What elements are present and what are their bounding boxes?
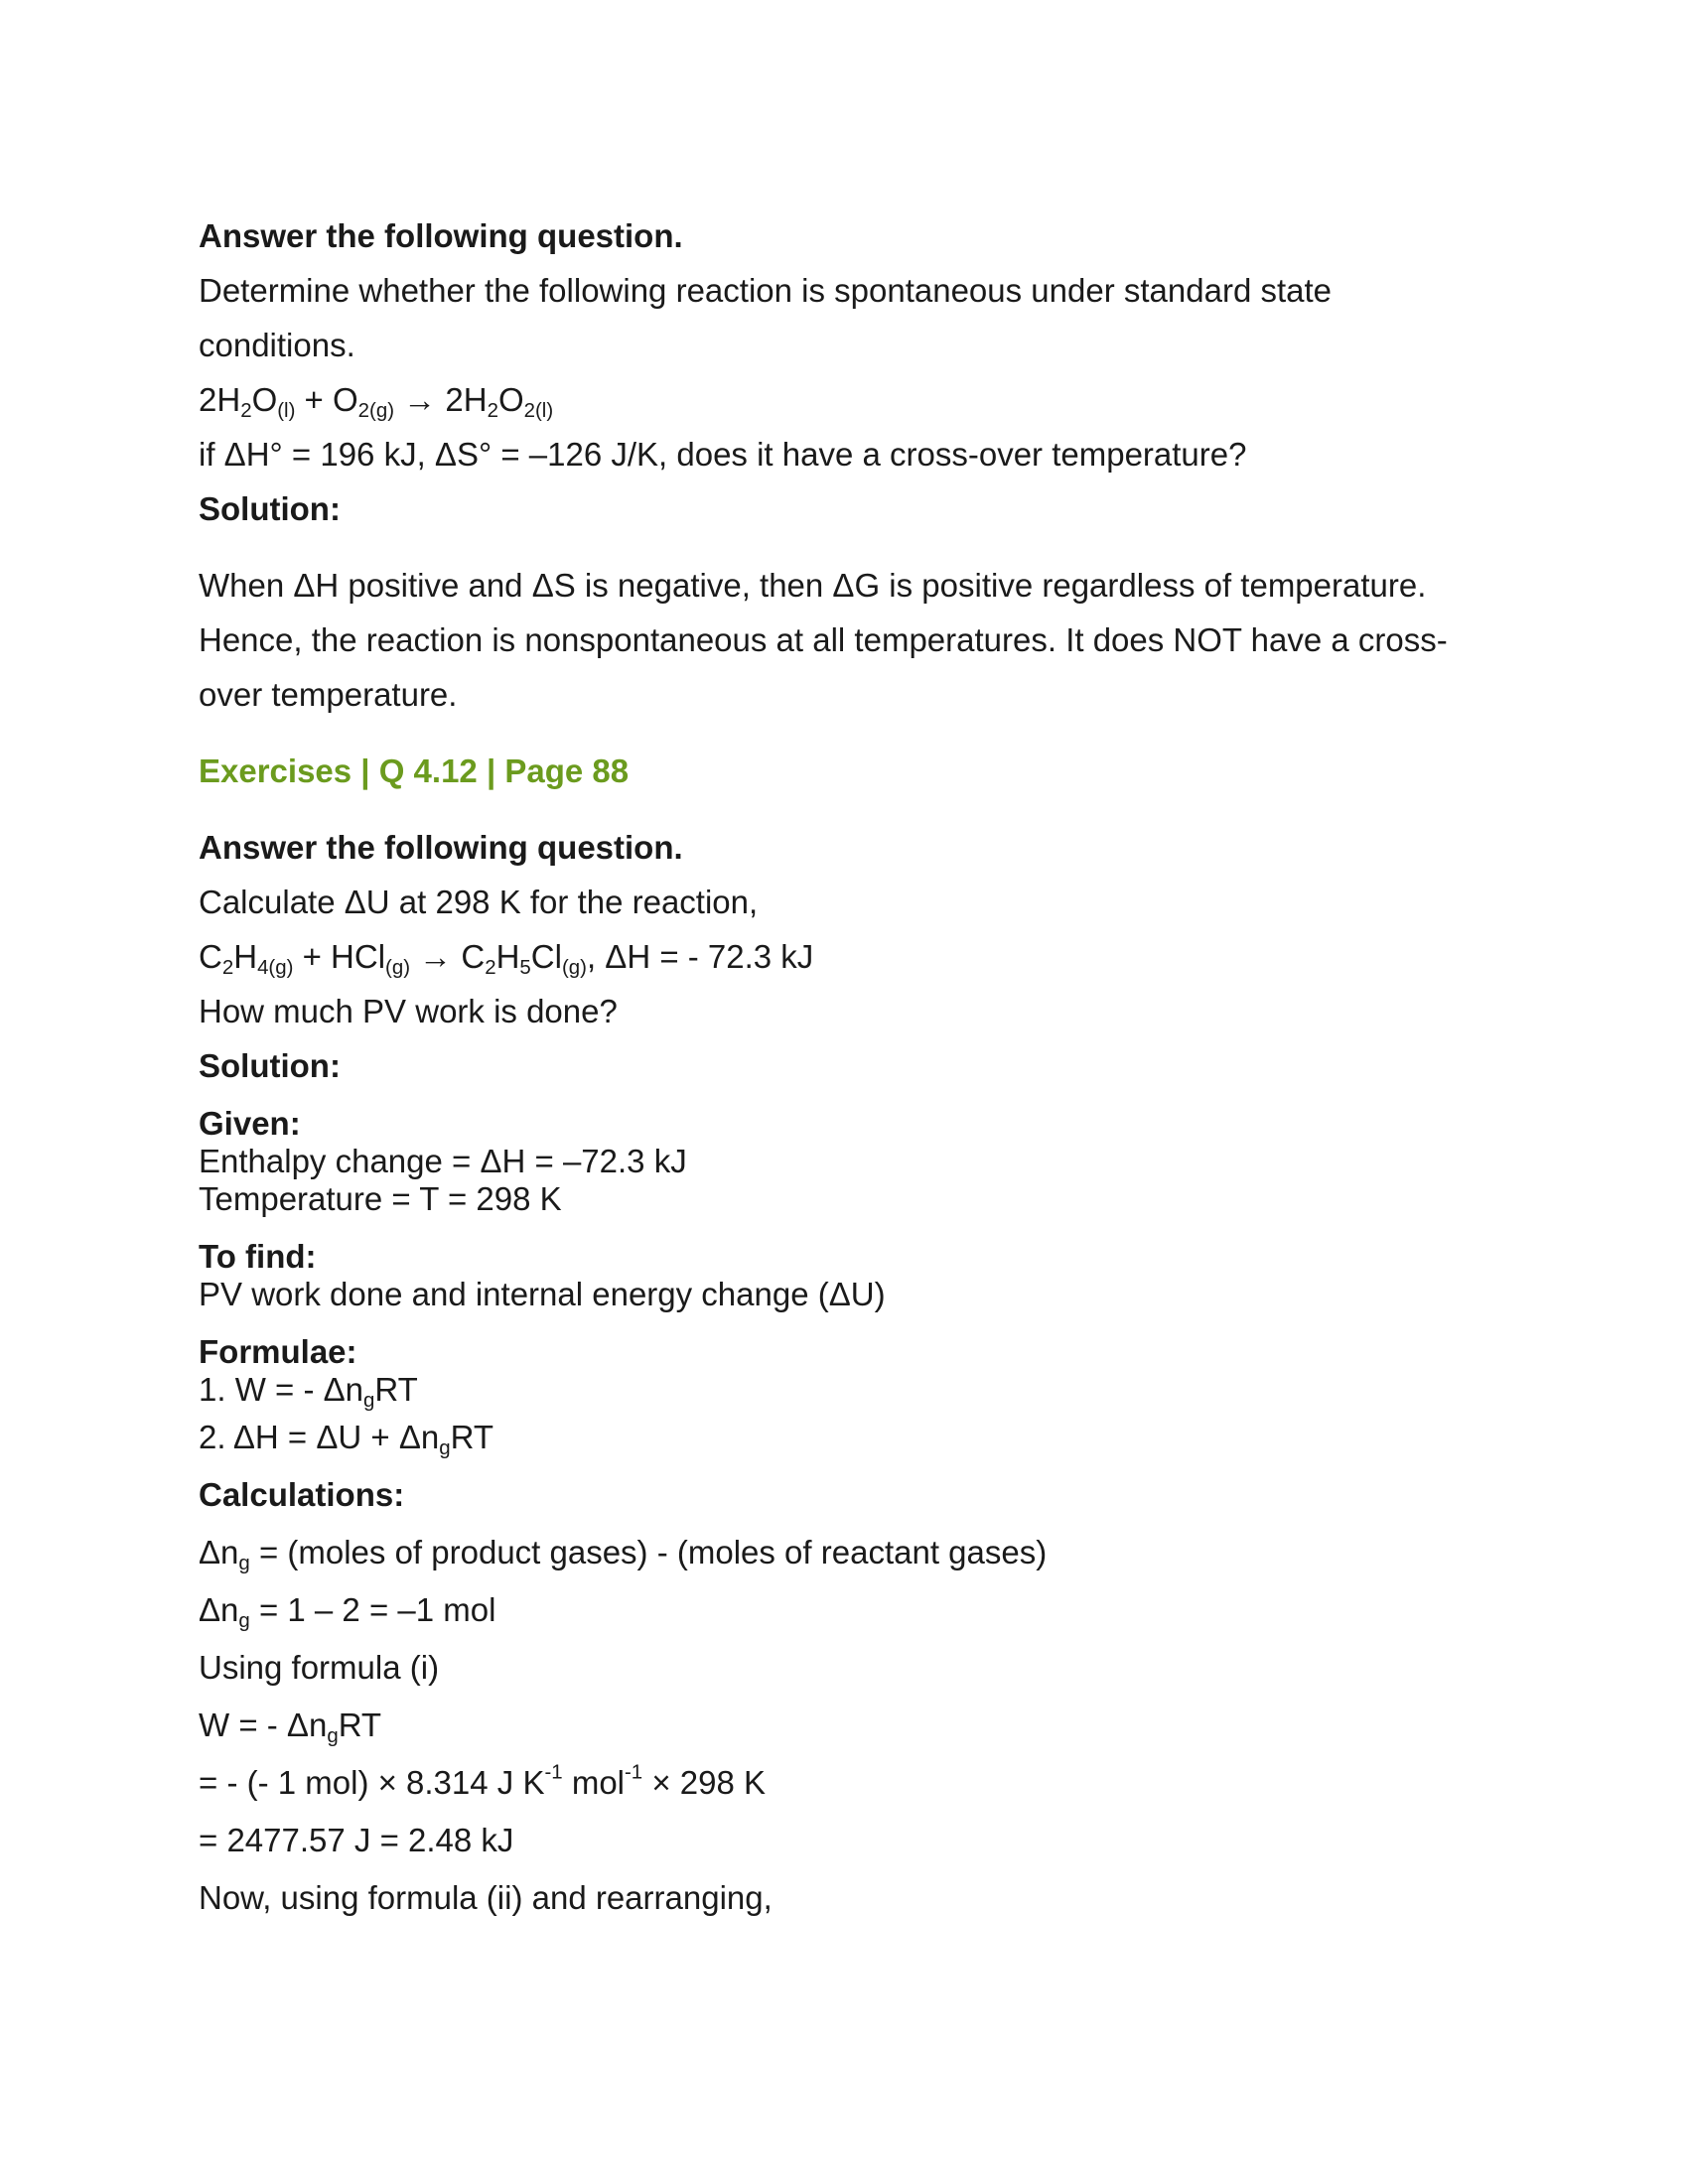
eq-part: → 2H: [394, 381, 488, 418]
eq-sub: 4(g): [257, 956, 294, 980]
eq-part: + O: [295, 381, 358, 418]
eq-sub: (g): [561, 956, 587, 980]
formula-1: [199, 1371, 1489, 1413]
calc-part: W = - Δn: [199, 1706, 328, 1743]
calc-step-5: [199, 1754, 1489, 1812]
eq-sub: (l): [277, 399, 296, 423]
eq-sub: 2: [221, 956, 234, 980]
q1-heading: Answer the following question.: [199, 217, 683, 254]
calc-sub: g: [238, 1609, 250, 1633]
eq-sub: 2: [485, 956, 496, 980]
to-find-label: To find:: [199, 1238, 317, 1275]
eq-sub: 2: [240, 399, 252, 423]
q1-answer-line-2: Hence, the reaction is nonspontaneous at all temperatures. It does NOT have a cross-: [199, 621, 1448, 658]
formulae-label: Formulae:: [199, 1333, 357, 1370]
eq-part: , ΔH = - 72.3 kJ: [586, 938, 814, 975]
document-page: [199, 208, 1489, 1927]
q1-answer-line-1: When ΔH positive and ΔS is negative, then ΔG is positive regardless of temperature.: [199, 567, 1427, 604]
q2-equation: [199, 929, 1489, 984]
eq-sub: 5: [519, 956, 531, 980]
q1-question: if ΔH° = 196 kJ, ΔS° = –126 J/K, does it have a cross-over temperature?: [199, 436, 1247, 473]
eq-sub: 2(g): [357, 399, 395, 423]
eq-part: → C: [410, 938, 486, 975]
formula-2: [199, 1409, 1489, 1466]
formula-sub: g: [363, 1389, 375, 1413]
eq-part: Cl: [530, 938, 562, 975]
formula-sub: g: [439, 1436, 451, 1460]
q1-prompt-line-1: Determine whether the following reaction is spontaneous under standard state: [199, 272, 1333, 309]
calc-part: × 298 K: [642, 1764, 767, 1801]
calc-step-3: Using formula (i): [199, 1649, 440, 1686]
calc-step-7: Now, using formula (ii) and rearranging,: [199, 1879, 773, 1916]
q1-answer-line-3: over temperature.: [199, 676, 458, 713]
eq-part: + HCl: [293, 938, 386, 975]
eq-part: O: [497, 381, 524, 418]
calc-sup: -1: [544, 1760, 563, 1784]
formula-part: 2. ΔH = ΔU + Δn: [199, 1419, 440, 1455]
q2-solution-label: Solution:: [199, 1047, 341, 1084]
eq-part: H: [495, 938, 520, 975]
formula-part: RT: [450, 1419, 494, 1455]
calc-part: = (moles of product gases) - (moles of reactant gases): [249, 1534, 1048, 1570]
q2-question: How much PV work is done?: [199, 993, 618, 1029]
q2-heading: Answer the following question.: [199, 829, 683, 866]
calc-part: RT: [338, 1706, 382, 1743]
calc-part: = 1 – 2 = –1 mol: [249, 1591, 496, 1628]
given-label: Given:: [199, 1105, 301, 1142]
calc-part: Δn: [199, 1591, 239, 1628]
calc-sup: -1: [625, 1760, 643, 1784]
calc-step-4: [199, 1697, 1489, 1754]
q1-equation: [199, 372, 1489, 427]
eq-part: C: [199, 938, 222, 975]
given-temperature: Temperature = T = 298 K: [199, 1180, 562, 1217]
calc-part: mol: [562, 1764, 625, 1801]
formula-part: 1. W = - Δn: [199, 1371, 363, 1408]
eq-part: H: [233, 938, 258, 975]
calc-part: Δn: [199, 1534, 239, 1570]
calculations-label: Calculations:: [199, 1476, 405, 1513]
eq-part: 2H: [199, 381, 241, 418]
section-heading-link[interactable]: Exercises | Q 4.12 | Page 88: [199, 752, 630, 789]
calc-step-1: [199, 1524, 1489, 1581]
q1-prompt-line-2: conditions.: [199, 327, 355, 363]
eq-sub: 2(l): [523, 399, 554, 423]
eq-part: O: [251, 381, 278, 418]
to-find-text: PV work done and internal energy change (ΔU): [199, 1276, 886, 1312]
calc-sub: g: [238, 1552, 250, 1575]
eq-sub: (g): [385, 956, 411, 980]
calc-sub: g: [327, 1724, 339, 1748]
q1-solution-label: Solution:: [199, 490, 341, 527]
formula-part: RT: [374, 1371, 418, 1408]
calc-step-2: [199, 1581, 1489, 1639]
calc-part: = - (- 1 mol) × 8.314 J K: [199, 1764, 545, 1801]
eq-sub: 2: [487, 399, 498, 423]
q2-prompt: Calculate ΔU at 298 K for the reaction,: [199, 884, 759, 920]
given-enthalpy: Enthalpy change = ΔH = –72.3 kJ: [199, 1143, 687, 1179]
calc-step-6: = 2477.57 J = 2.48 kJ: [199, 1822, 514, 1858]
